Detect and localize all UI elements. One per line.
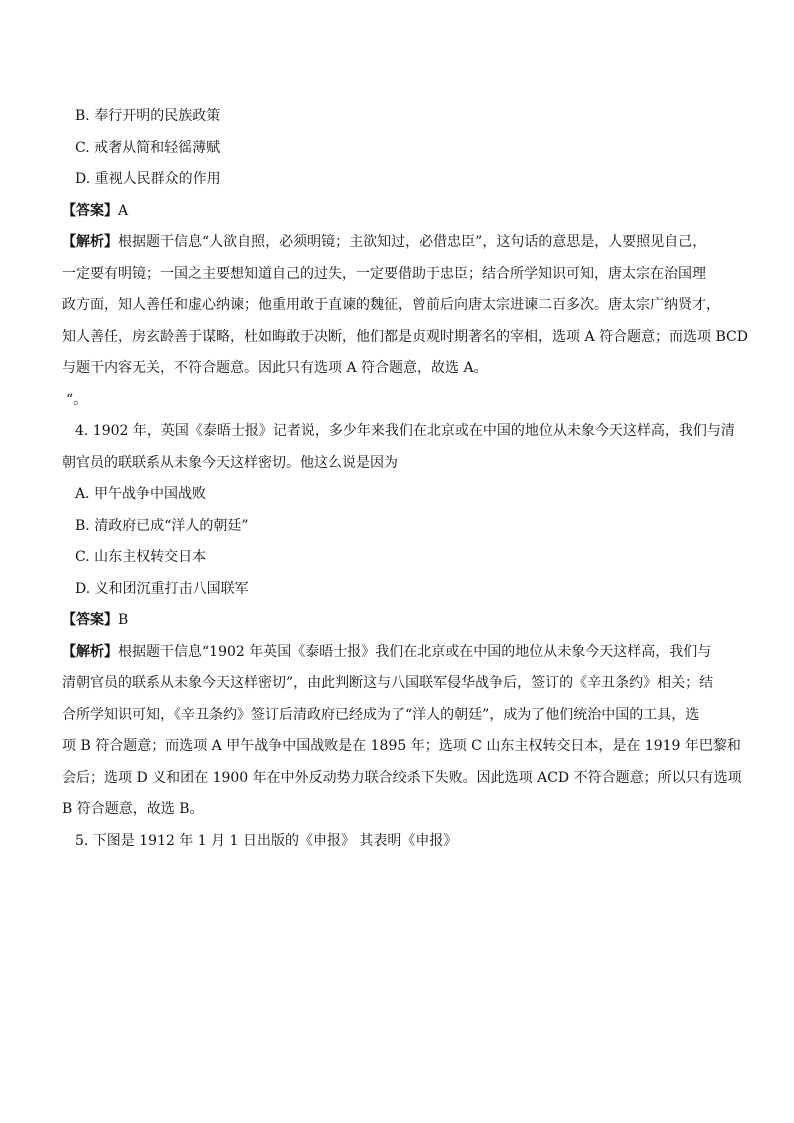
answer-line bbox=[62, 196, 742, 228]
question4-analysis-line-6: B 符合题意，故选 B。 bbox=[62, 801, 204, 817]
analysis-line-1 bbox=[62, 227, 742, 259]
stray-mark: “。 bbox=[66, 391, 88, 408]
analysis-line-4: 知人善任，房玄龄善于谋略，杜如晦敢于决断，他们都是贞观时期著名的宰相，选项 A 符合题意；而选项 BCD bbox=[62, 328, 748, 345]
question4-answer-line bbox=[62, 605, 742, 637]
question4-analysis-line-5: 会后；选项 D 义和团在 1900 年在中外反动势力联合绞杀下失败。因此选项 ACD 不符合题意；所以只有选项 bbox=[62, 769, 742, 786]
question4-option-b: B. 清政府已成“洋人的朝廷” bbox=[75, 517, 249, 534]
option-d: D. 重视人民群众的作用 bbox=[75, 171, 221, 187]
analysis-text-1: 根据题干信息“人欲自照，必须明镜；主欲知过，必借忠臣”，这句话的意思是，人要照见自己， bbox=[118, 234, 707, 250]
question4-analysis-tag: 【解析】 bbox=[62, 643, 118, 660]
option-c: C. 戒奢从简和轻徭薄赋 bbox=[75, 139, 221, 156]
analysis-tag: 【解析】 bbox=[62, 234, 118, 250]
question4-option-c: C. 山东主权转交日本 bbox=[75, 549, 207, 565]
answer-tag: 【答案】 bbox=[62, 202, 118, 219]
answer-value: A bbox=[118, 202, 129, 219]
question4-answer-value: B bbox=[118, 612, 129, 628]
question4-option-d: D. 义和团沉重打击八国联军 bbox=[75, 580, 249, 597]
analysis-line-5: 与题干内容无关，不符合题意。因此只有选项 A 符合题意，故选 A。 bbox=[62, 360, 488, 376]
question4-analysis-line-2: 清朝官员的联系从未象今天这样密切”，由此判断这与八国联军侵华战争后，签订的《辛丑条约》相关；结 bbox=[62, 675, 714, 691]
document-content bbox=[62, 101, 748, 857]
question4-analysis-line-1 bbox=[62, 637, 742, 669]
question4-stem-2: 朝官员的联联系从未象今天这样密切。他这么说是因为 bbox=[62, 454, 398, 471]
question4-answer-tag: 【答案】 bbox=[62, 612, 118, 628]
question5-stem: 5. 下图是 1912 年 1 月 1 日出版的《申报》 其表明《申报》 bbox=[75, 832, 458, 849]
question4-analysis-text-1: 根据题干信息“1902 年英国《泰晤士报》我们在北京或在中国的地位从未象今天这样高，我们与 bbox=[118, 643, 712, 660]
analysis-line-2: 一定要有明镜；一国之主要想知道自己的过失，一定要借助于忠臣；结合所学知识可知，唐太宗在治国理 bbox=[62, 265, 706, 282]
question4-option-a: A. 甲午战争中国战败 bbox=[75, 486, 207, 502]
option-b: B. 奉行开明的民族政策 bbox=[75, 108, 221, 124]
question4-analysis-line-4: 项 B 符合题意；而选项 A 甲午战争中国战败是在 1895 年；选项 C 山东主权转交日本，是在 1919 年巴黎和 bbox=[62, 738, 741, 754]
question4-stem-1: 4. 1902 年，英国《泰晤士报》记者说，多少年来我们在北京或在中国的地位从未象今天这样高，我们与清 bbox=[75, 423, 735, 439]
question4-analysis-line-3: 合所学知识可知，《辛丑条约》签订后清政府已经成为了“洋人的朝廷”，成为了他们统治中国的工具，选 bbox=[62, 706, 700, 723]
analysis-line-3: 政方面，知人善任和虚心纳谏；他重用敢于直谏的魏征，曾前后向唐太宗进谏二百多次。唐太宗广纳贤才， bbox=[62, 297, 720, 313]
